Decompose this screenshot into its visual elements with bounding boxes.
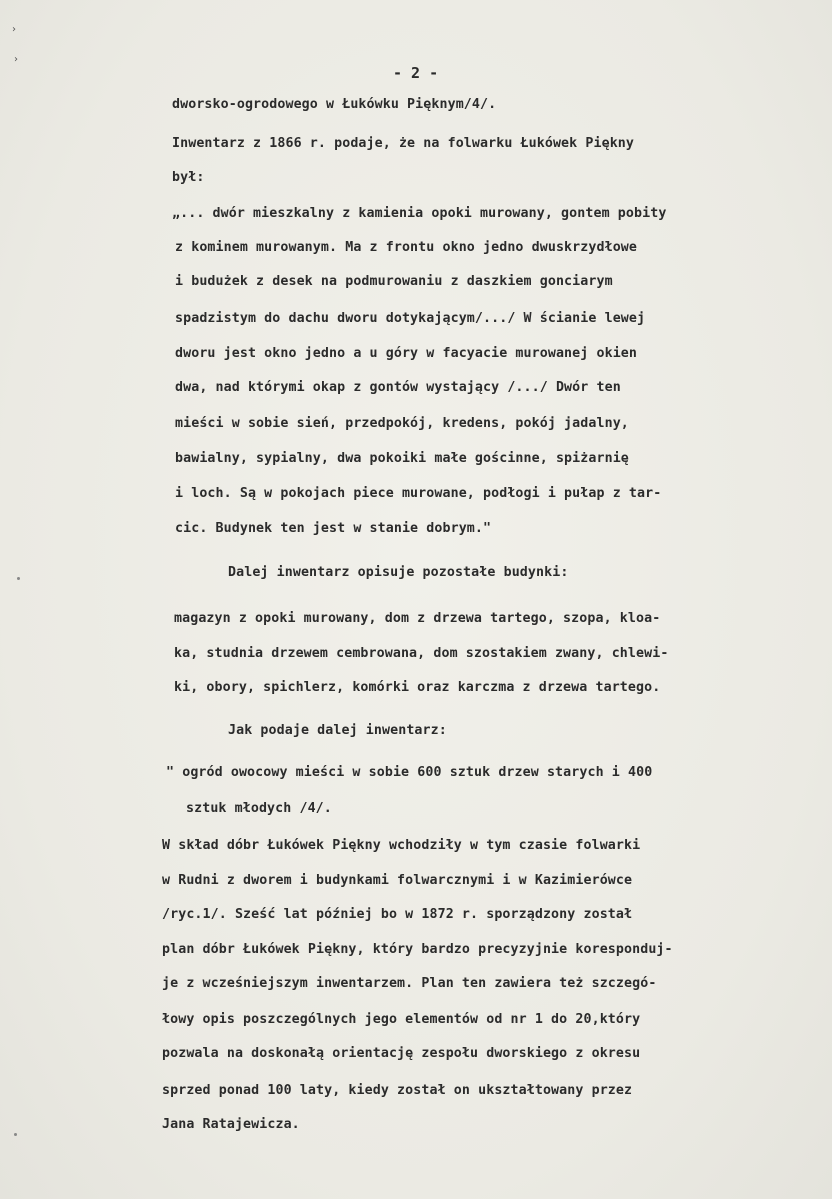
margin-mark-1: › bbox=[12, 24, 16, 35]
quote-line: cic. Budynek ten jest w stanie dobrym." bbox=[175, 521, 492, 536]
text-line: łowy opis poszczególnych jego elementów od nr 1 do 20,który bbox=[162, 1012, 641, 1027]
quote-line: spadzistym do dachu dworu dotykającym/.../ W ścianie lewej bbox=[175, 311, 646, 326]
text-line: ki, obory, spichlerz, komórki oraz karczma z drzewa tartego. bbox=[174, 680, 661, 695]
margin-mark-2: › bbox=[14, 54, 18, 65]
text-line: plan dóbr Łukówek Piękny, który bardzo precyzyjnie koresponduj- bbox=[162, 942, 673, 957]
margin-dot bbox=[17, 577, 20, 580]
quote-line: „... dwór mieszkalny z kamienia opoki murowany, gontem pobity bbox=[172, 206, 667, 221]
text-line: je z wcześniejszym inwentarzem. Plan ten zawiera też szczegó- bbox=[162, 976, 657, 991]
text-line: ka, studnia drzewem cembrowana, dom szostakiem zwany, chlewi- bbox=[174, 646, 669, 661]
quote-line: mieści w sobie sień, przedpokój, kredens, pokój jadalny, bbox=[175, 416, 629, 431]
page-number: - 2 - bbox=[393, 64, 439, 82]
text-line: dworsko-ogrodowego w Łukówku Pięknym/4/. bbox=[172, 97, 497, 112]
quote-line: z kominem murowanym. Ma z frontu okno jedno dwuskrzydłowe bbox=[175, 240, 638, 255]
quote-line: dworu jest okno jedno a u góry w facyacie murowanej okien bbox=[175, 346, 638, 361]
text-line: pozwala na doskonałą orientację zespołu dworskiego z okresu bbox=[162, 1046, 641, 1061]
text-line: Jak podaje dalej inwentarz: bbox=[228, 723, 447, 738]
quote-line: i loch. Są w pokojach piece murowane, podłogi i pułap z tar- bbox=[175, 486, 662, 501]
text-line: był: bbox=[172, 170, 205, 185]
text-line: W skład dóbr Łukówek Piękny wchodziły w tym czasie folwarki bbox=[162, 838, 641, 853]
text-line: w Rudni z dworem i budynkami folwarcznymi i w Kazimierówce bbox=[162, 873, 633, 888]
quote-line: i budużek z desek na podmurowaniu z daszkiem gonciarym bbox=[175, 274, 613, 289]
quote-line: dwa, nad którymi okap z gontów wystający /.../ Dwór ten bbox=[175, 380, 621, 395]
text-line: sprzed ponad 100 laty, kiedy został on ukształtowany przez bbox=[162, 1083, 633, 1098]
margin-dot bbox=[14, 1133, 17, 1136]
quote-line: bawialny, sypialny, dwa pokoiki małe gościnne, spiżarnię bbox=[175, 451, 629, 466]
text-line: Jana Ratajewicza. bbox=[162, 1117, 300, 1132]
text-line: /ryc.1/. Sześć lat później bo w 1872 r. sporządzony został bbox=[162, 907, 633, 922]
text-line: magazyn z opoki murowany, dom z drzewa tartego, szopa, kloa- bbox=[174, 611, 661, 626]
text-line: Dalej inwentarz opisuje pozostałe budynki: bbox=[228, 565, 569, 580]
text-line: Inwentarz z 1866 r. podaje, że na folwarku Łukówek Piękny bbox=[172, 136, 635, 151]
text-line: sztuk młodych /4/. bbox=[186, 801, 332, 816]
text-line: " ogród owocowy mieści w sobie 600 sztuk drzew starych i 400 bbox=[166, 765, 653, 780]
